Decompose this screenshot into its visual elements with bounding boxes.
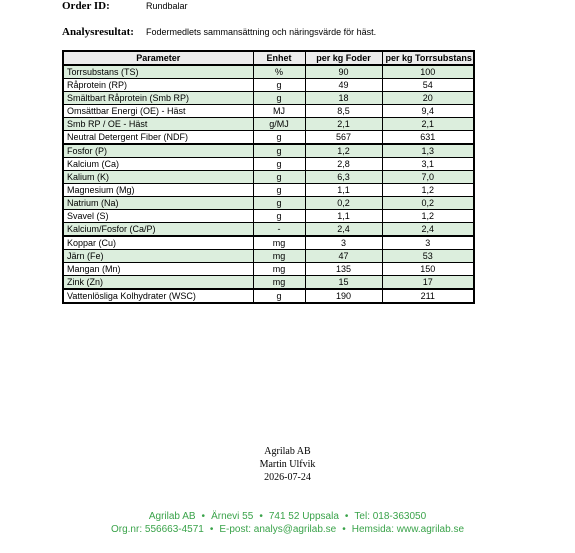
cell-per-kg-dm: 3 — [382, 236, 474, 250]
footer-item: 741 52 Uppsala — [268, 511, 339, 522]
cell-per-kg-feed: 2,4 — [305, 223, 382, 237]
cell-unit: g — [253, 144, 305, 158]
footer-line-1 — [0, 510, 575, 523]
cell-unit: g — [253, 171, 305, 184]
cell-parameter: Kalcium/Fosfor (Ca/P) — [63, 223, 253, 237]
cell-unit: mg — [253, 276, 305, 290]
footer-item: Org.nr: 556663-4571 — [110, 524, 204, 535]
table-row — [63, 289, 474, 303]
cell-per-kg-feed: 6,3 — [305, 171, 382, 184]
order-id-label: Order ID: — [62, 0, 110, 12]
cell-unit: MJ — [253, 105, 305, 118]
footer-item: E-post: analys@agrilab.se — [219, 524, 337, 535]
cell-per-kg-dm: 150 — [382, 263, 474, 276]
table-group — [63, 144, 474, 236]
analysis-result-label: Analysresultat: — [62, 26, 134, 38]
cell-unit: g — [253, 92, 305, 105]
footer-item: Tel: 018-363050 — [354, 511, 427, 522]
cell-parameter: Svavel (S) — [63, 210, 253, 223]
table-row — [63, 144, 474, 158]
table-group — [63, 236, 474, 289]
cell-per-kg-dm: 1,2 — [382, 184, 474, 197]
cell-per-kg-feed: 15 — [305, 276, 382, 290]
bullet-separator: • — [342, 524, 346, 535]
cell-per-kg-feed: 8,5 — [305, 105, 382, 118]
cell-parameter: Natrium (Na) — [63, 197, 253, 210]
cell-unit: mg — [253, 250, 305, 263]
footer-line-2 — [0, 523, 575, 536]
order-id-value: Rundbalar — [146, 1, 188, 11]
cell-per-kg-dm: 17 — [382, 276, 474, 290]
cell-per-kg-feed: 567 — [305, 131, 382, 145]
cell-per-kg-dm: 0,2 — [382, 197, 474, 210]
cell-unit: g — [253, 79, 305, 92]
cell-parameter: Fosfor (P) — [63, 144, 253, 158]
table-row — [63, 92, 474, 105]
table-row — [63, 210, 474, 223]
signature-person: Martin Ulfvik — [259, 459, 316, 470]
table-row — [63, 197, 474, 210]
footer-item: Ärnevi 55 — [211, 511, 254, 522]
cell-parameter: Järn (Fe) — [63, 250, 253, 263]
cell-parameter: Zink (Zn) — [63, 276, 253, 290]
table-row — [63, 184, 474, 197]
footer-item: Hemsida: www.agrilab.se — [351, 524, 464, 535]
signature-block — [0, 445, 575, 484]
cell-unit: g/MJ — [253, 118, 305, 131]
table-row — [63, 250, 474, 263]
cell-per-kg-dm: 100 — [382, 65, 474, 79]
table-group — [63, 289, 474, 303]
bullet-separator: • — [209, 524, 214, 535]
cell-parameter: Smb RP / OE - Häst — [63, 118, 253, 131]
table-row — [63, 276, 474, 290]
signature-company: Agrilab AB — [264, 446, 311, 457]
cell-per-kg-feed: 18 — [305, 92, 382, 105]
cell-unit: g — [253, 197, 305, 210]
order-id-row — [62, 0, 188, 12]
table-row — [63, 223, 474, 237]
cell-unit: - — [253, 223, 305, 237]
cell-per-kg-dm: 20 — [382, 92, 474, 105]
cell-per-kg-dm: 1,2 — [382, 210, 474, 223]
bullet-separator: • — [344, 511, 349, 522]
footer-item: Agrilab AB — [148, 511, 196, 522]
cell-unit: g — [253, 158, 305, 171]
cell-per-kg-feed: 90 — [305, 65, 382, 79]
cell-per-kg-dm: 54 — [382, 79, 474, 92]
table-row — [63, 105, 474, 118]
cell-per-kg-dm: 631 — [382, 131, 474, 145]
cell-per-kg-dm: 7,0 — [382, 171, 474, 184]
cell-per-kg-dm: 3,1 — [382, 158, 474, 171]
bullet-separator: • — [259, 511, 263, 522]
cell-per-kg-feed: 3 — [305, 236, 382, 250]
cell-per-kg-feed: 47 — [305, 250, 382, 263]
cell-per-kg-dm: 9,4 — [382, 105, 474, 118]
cell-per-kg-feed: 49 — [305, 79, 382, 92]
cell-parameter: Vattenlösliga Kolhydrater (WSC) — [63, 289, 253, 303]
table-row — [63, 263, 474, 276]
table-header — [63, 51, 474, 65]
cell-parameter: Omsättbar Energi (OE) - Häst — [63, 105, 253, 118]
cell-per-kg-dm: 2,4 — [382, 223, 474, 237]
cell-per-kg-feed: 0,2 — [305, 197, 382, 210]
cell-unit: mg — [253, 236, 305, 250]
cell-per-kg-dm: 1,3 — [382, 144, 474, 158]
cell-per-kg-feed: 190 — [305, 289, 382, 303]
signature-date: 2026-07-24 — [264, 472, 311, 483]
analysis-result-value: Fodermedlets sammansättning och näringsvärde för häst. — [146, 27, 377, 37]
cell-unit: g — [253, 131, 305, 145]
cell-per-kg-feed: 1,1 — [305, 210, 382, 223]
cell-parameter: Kalium (K) — [63, 171, 253, 184]
cell-per-kg-dm: 53 — [382, 250, 474, 263]
table-row — [63, 65, 474, 79]
table-row — [63, 158, 474, 171]
cell-parameter: Kalcium (Ca) — [63, 158, 253, 171]
analysis-table — [62, 50, 475, 304]
column-header-per-kg-dm: per kg Torrsubstans — [382, 51, 474, 65]
cell-per-kg-feed: 135 — [305, 263, 382, 276]
cell-parameter: Magnesium (Mg) — [63, 184, 253, 197]
cell-per-kg-feed: 1,2 — [305, 144, 382, 158]
cell-unit: % — [253, 65, 305, 79]
cell-unit: mg — [253, 263, 305, 276]
cell-parameter: Mangan (Mn) — [63, 263, 253, 276]
cell-parameter: Neutral Detergent Fiber (NDF) — [63, 131, 253, 145]
cell-per-kg-feed: 2,8 — [305, 158, 382, 171]
table-row — [63, 131, 474, 145]
table-row — [63, 236, 474, 250]
cell-unit: g — [253, 210, 305, 223]
cell-unit: g — [253, 184, 305, 197]
cell-parameter: Koppar (Cu) — [63, 236, 253, 250]
cell-parameter: Torrsubstans (TS) — [63, 65, 253, 79]
table-group — [63, 65, 474, 144]
cell-parameter: Smältbart Råprotein (Smb RP) — [63, 92, 253, 105]
cell-per-kg-dm: 2,1 — [382, 118, 474, 131]
column-header-parameter: Parameter — [63, 51, 253, 65]
column-header-unit: Enhet — [253, 51, 305, 65]
cell-per-kg-feed: 2,1 — [305, 118, 382, 131]
table-row — [63, 79, 474, 92]
analysis-result-row — [62, 26, 377, 38]
bullet-separator: • — [201, 511, 206, 522]
cell-unit: g — [253, 289, 305, 303]
column-header-per-kg-feed: per kg Foder — [305, 51, 382, 65]
cell-per-kg-dm: 211 — [382, 289, 474, 303]
cell-per-kg-feed: 1,1 — [305, 184, 382, 197]
cell-parameter: Råprotein (RP) — [63, 79, 253, 92]
table-row — [63, 171, 474, 184]
table-row — [63, 118, 474, 131]
